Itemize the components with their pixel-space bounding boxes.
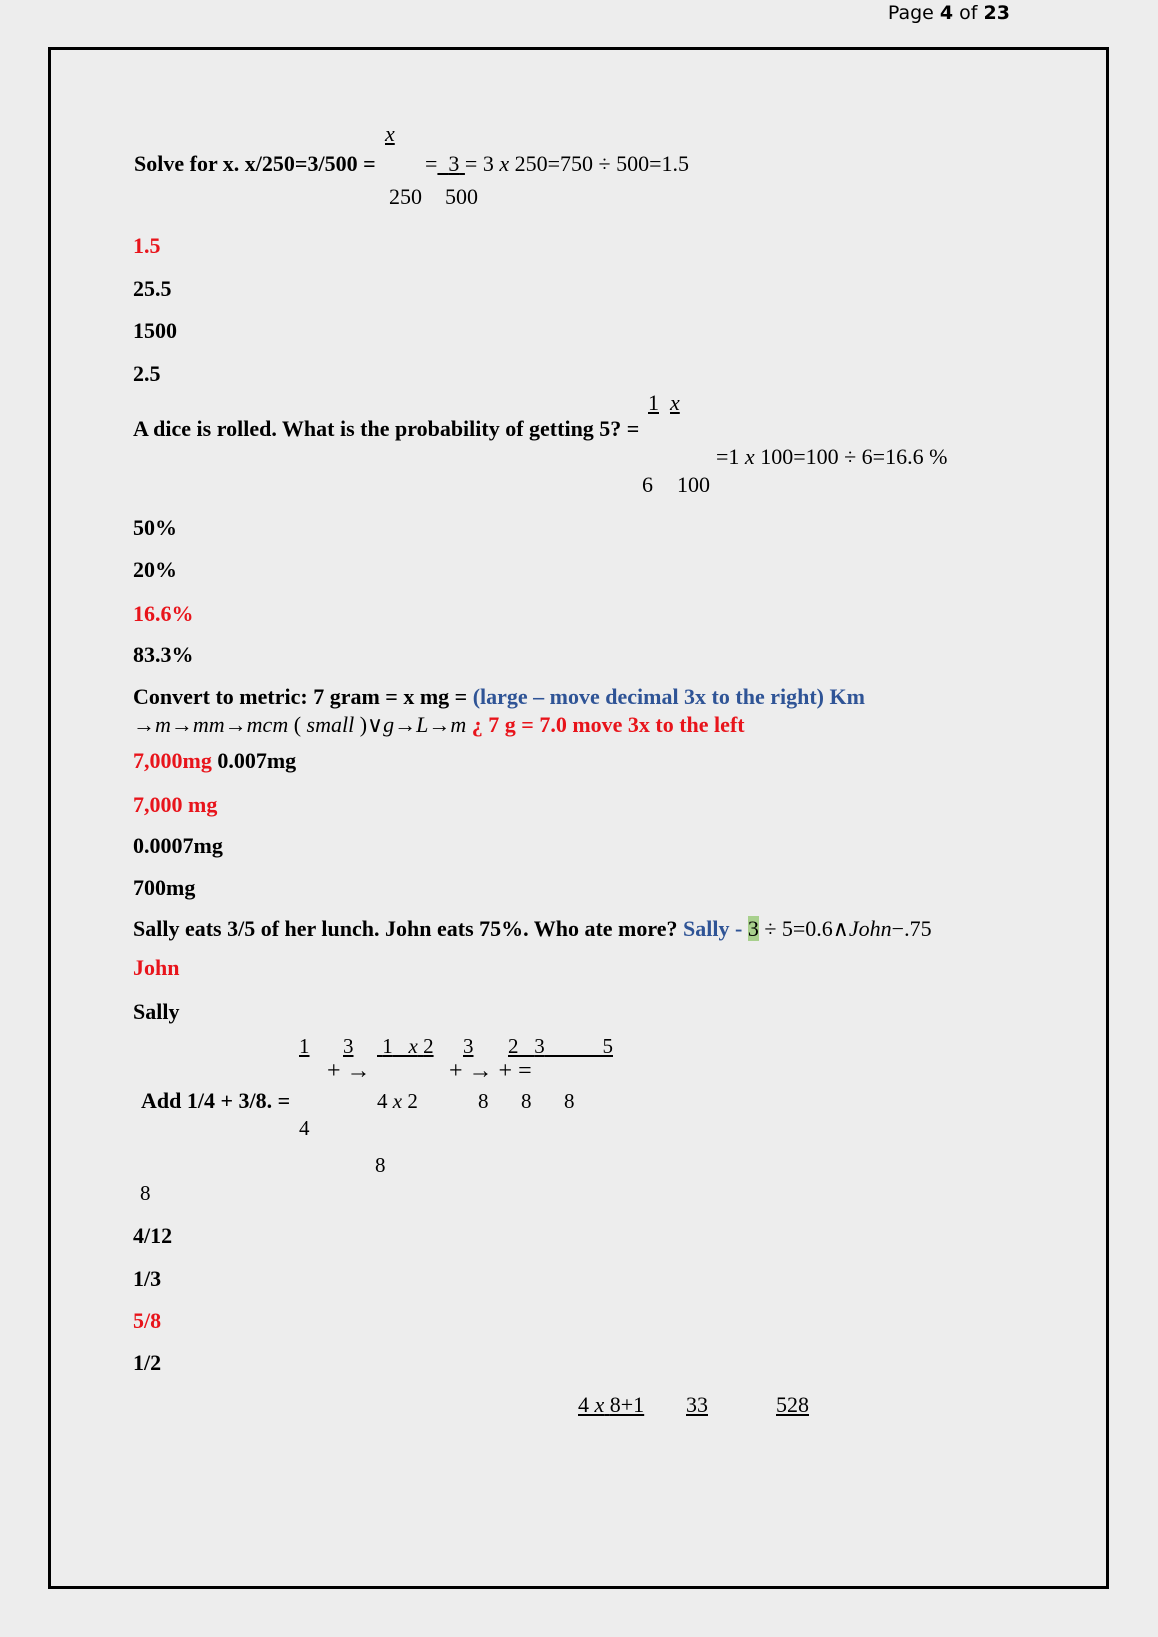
q5-option-a: 4/12: [133, 1223, 173, 1248]
q5-prompt: Add 1/4 + 3/8. =: [141, 1088, 291, 1113]
q5-num-3: 3: [343, 1034, 354, 1058]
q5-option-d: 1/2: [133, 1350, 162, 1375]
page-frame: [48, 47, 1109, 1589]
q3-option-c: 700mg: [133, 875, 196, 900]
q5-num-3b: 3: [463, 1034, 474, 1058]
q5-option-b: 1/3: [133, 1266, 162, 1291]
q1-den-250: 250: [389, 184, 422, 209]
q2-option-b: 20%: [133, 557, 177, 582]
q2-prompt: A dice is rolled. What is the probability of getting 5? =: [133, 416, 640, 441]
q3-working: 7,000mg 0.007mg: [133, 748, 297, 773]
q5-den-8d: 8: [375, 1153, 386, 1177]
q4-option-b: Sally: [133, 999, 180, 1024]
q5-option-c: 5/8: [133, 1308, 162, 1333]
bottom-expr-c: 528: [776, 1392, 809, 1417]
page-number: Page 4 of 23: [887, 2, 1010, 24]
q1-option-c: 1500: [133, 318, 177, 343]
q5-den-8c: 8: [564, 1089, 575, 1113]
q4-prompt: Sally eats 3/5 of her lunch. John eats 75%. Who ate more? Sally - 3 ÷ 5=0.6∧John−.75: [133, 916, 932, 941]
q2-den-100: 100: [677, 472, 710, 497]
q2-option-d: 83.3%: [133, 642, 194, 667]
q3-rule: →m→mm→mcm ( small )∨g→L→m ¿ 7 g = 7.0 move 3x to the left: [133, 712, 745, 737]
q1-den-500: 500: [445, 184, 478, 209]
q5-num-1: 1: [299, 1034, 310, 1058]
q5-num-1x2: 1 x 2: [382, 1034, 434, 1058]
q2-calc: =1 x 100=100 ÷ 6=16.6 %: [716, 444, 948, 469]
q3-option-b: 0.0007mg: [133, 833, 223, 858]
q4-option-a: John: [133, 955, 180, 980]
q1-prompt: Solve for x. x/250=3/500 =: [134, 151, 376, 176]
q2-numerators: 1 x: [648, 390, 680, 415]
q5-den-8b: 8: [521, 1089, 532, 1113]
q2-option-c: 16.6%: [133, 601, 194, 626]
q5-den-4: 4: [299, 1116, 310, 1140]
q5-num-2-3-5: 2 3 5: [508, 1034, 613, 1058]
q3-prompt: Convert to metric: 7 gram = x mg = (large – move decimal 3x to the right) Km: [133, 684, 865, 709]
q3-option-a: 7,000 mg: [133, 792, 218, 817]
q1-option-a: 1.5: [133, 233, 161, 258]
q1-frac-x: x: [385, 121, 395, 146]
q5-den-4x2: 4 x 2: [377, 1089, 418, 1113]
q5-ops-2: + → + =: [449, 1058, 532, 1084]
q5-den-8a: 8: [478, 1089, 489, 1113]
q1-option-d: 2.5: [133, 361, 161, 386]
bottom-expr-b: 33: [686, 1392, 708, 1417]
q5-ops-1: + →: [327, 1058, 371, 1084]
q5-den-8e: 8: [140, 1181, 151, 1205]
q1-option-b: 25.5: [133, 276, 172, 301]
q2-option-a: 50%: [133, 515, 177, 540]
q2-den-6: 6: [642, 472, 653, 497]
bottom-expr-a: 4 x 8+1: [578, 1392, 645, 1417]
q1-calc: = 3 = 3 x 250=750 ÷ 500=1.5: [425, 151, 689, 176]
